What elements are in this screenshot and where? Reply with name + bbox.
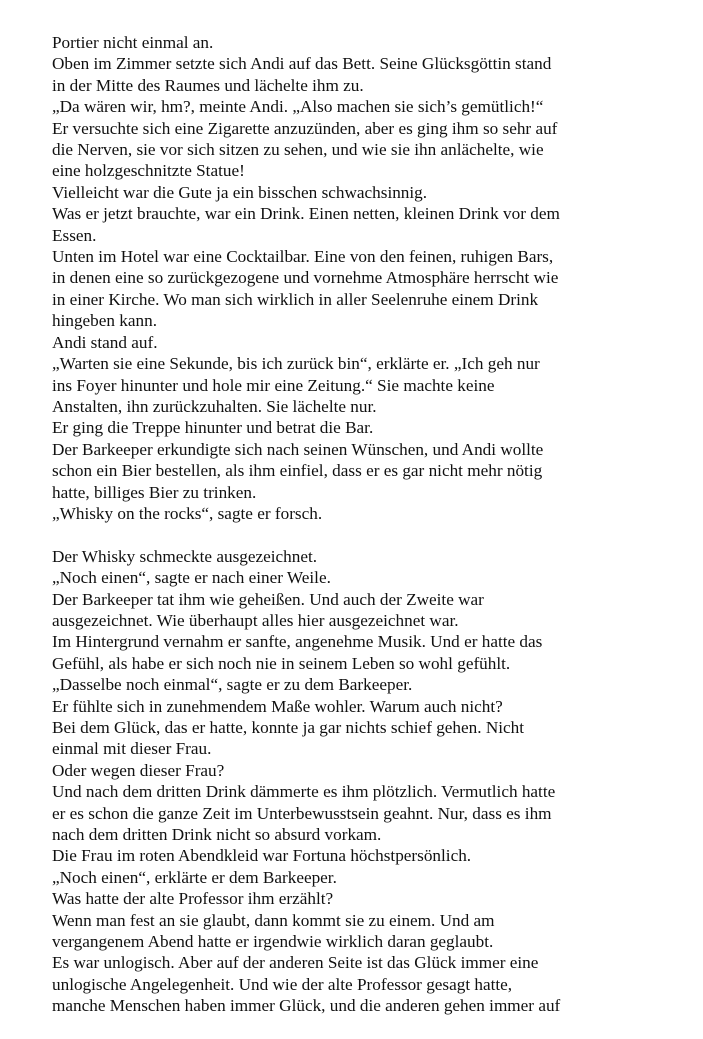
text-line: Was er jetzt brauchte, war ein Drink. Einen netten, kleinen Drink vor dem [52,204,560,224]
text-line: Bei dem Glück, das er hatte, konnte ja gar nichts schief gehen. Nicht [52,717,525,737]
text-line: nach dem dritten Drink nicht so absurd vorkam. [52,825,382,845]
text-line: schon ein Bier bestellen, als ihm einfiel, dass er es gar nicht mehr nötig [52,461,543,481]
text-line: „Da wären wir, hm?, meinte Andi. „Also machen sie sich’s gemütlich!“ [52,97,544,117]
text-line: Er versuchte sich eine Zigarette anzuzünden, aber es ging ihm so sehr auf [52,118,558,138]
text-line: in der Mitte des Raumes und lächelte ihm zu. [52,75,364,95]
text-line: die Nerven, sie vor sich sitzen zu sehen, und wie sie ihn anlächelte, wie [52,140,544,160]
text-line: unlogische Angelegenheit. Und wie der alte Professor gesagt hatte, [52,974,513,994]
text-line: Und nach dem dritten Drink dämmerte es ihm plötzlich. Vermutlich hatte [52,782,556,802]
text-line: in einer Kirche. Wo man sich wirklich in aller Seelenruhe einem Drink [52,289,539,309]
text-line: „Warten sie eine Sekunde, bis ich zurück bin“, erklärte er. „Ich geh nur [52,354,540,374]
text-line: eine holzgeschnitzte Statue! [52,161,245,181]
paragraph-break [52,524,682,545]
text-line: einmal mit dieser Frau. [52,739,212,759]
document-page [52,32,682,1017]
text-line: Wenn man fest an sie glaubt, dann kommt sie zu einem. Und am [52,910,495,930]
text-line: Oder wegen dieser Frau? [52,760,225,780]
text-line: Er ging die Treppe hinunter und betrat die Bar. [52,418,374,438]
text-line: „Dasselbe noch einmal“, sagte er zu dem Barkeeper. [52,675,413,695]
text-line: hingeben kann. [52,311,158,331]
text-line: Gefühl, als habe er sich noch nie in seinem Leben so wohl gefühlt. [52,653,511,673]
text-line: Der Barkeeper erkundigte sich nach seinen Wünschen, und Andi wollte [52,439,544,459]
text-line: hatte, billiges Bier zu trinken. [52,482,257,502]
text-line: Unten im Hotel war eine Cocktailbar. Eine von den feinen, ruhigen Bars, [52,247,554,267]
text-line: Was hatte der alte Professor ihm erzählt? [52,889,334,909]
text-line: vergangenem Abend hatte er irgendwie wirklich daran geglaubt. [52,932,494,952]
text-line: manche Menschen haben immer Glück, und die anderen gehen immer auf [52,996,561,1016]
text-line: Es war unlogisch. Aber auf der anderen Seite ist das Glück immer eine [52,953,539,973]
text-line: Andi stand auf. [52,332,158,352]
text-line: Oben im Zimmer setzte sich Andi auf das Bett. Seine Glücksgöttin stand [52,54,552,74]
text-line: Essen. [52,225,97,245]
text-line: „Noch einen“, sagte er nach einer Weile. [52,568,331,588]
text-line: Der Whisky schmeckte ausgezeichnet. [52,546,318,566]
text-line: Die Frau im roten Abendkleid war Fortuna höchstpersönlich. [52,846,472,866]
text-line: ins Foyer hinunter und hole mir eine Zeitung.“ Sie machte keine [52,375,495,395]
text-line: Im Hintergrund vernahm er sanfte, angenehme Musik. Und er hatte das [52,632,543,652]
text-line: ausgezeichnet. Wie überhaupt alles hier ausgezeichnet war. [52,610,459,630]
text-line: Er fühlte sich in zunehmendem Maße wohler. Warum auch nicht? [52,696,503,716]
text-line: Der Barkeeper tat ihm wie geheißen. Und auch der Zweite war [52,589,484,609]
text-line: „Noch einen“, erklärte er dem Barkeeper. [52,867,337,887]
text-line: Anstalten, ihn zurückzuhalten. Sie lächelte nur. [52,396,377,416]
text-line: Portier nicht einmal an. [52,33,214,52]
text-line: er es schon die ganze Zeit im Unterbewusstsein geahnt. Nur, dass es ihm [52,803,552,823]
text-line: „Whisky on the rocks“, sagte er forsch. [52,503,323,523]
text-line: Vielleicht war die Gute ja ein bisschen schwachsinnig. [52,182,428,202]
text-line: in denen eine so zurückgezogene und vornehme Atmosphäre herrscht wie [52,268,559,288]
